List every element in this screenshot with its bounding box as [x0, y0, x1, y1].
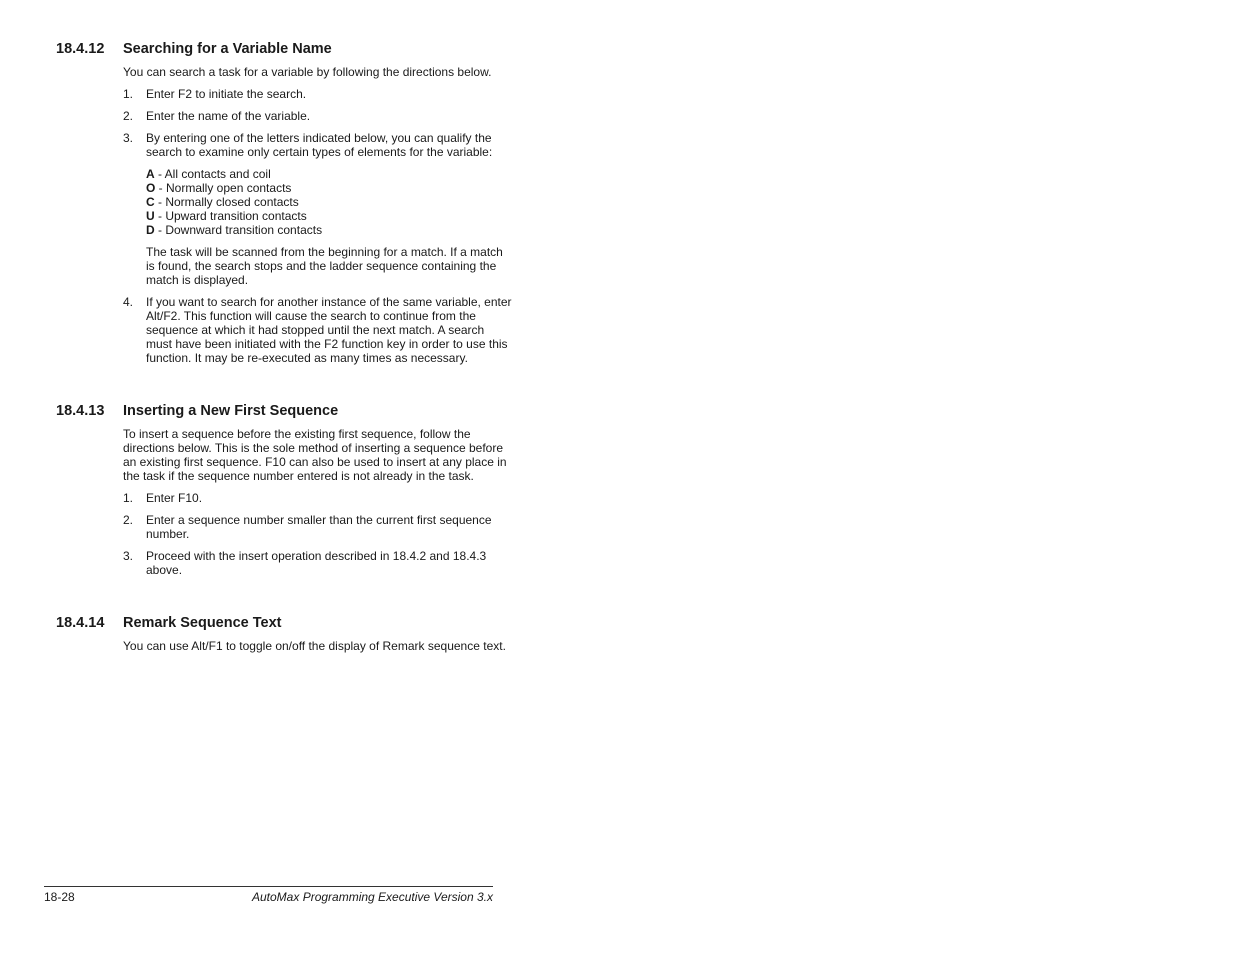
- intro-paragraph: To insert a sequence before the existing first sequence, follow the directions below. This is the sole method of inserting a sequence before an existing first sequence. F10 can also be used to insert at any place in the task if the sequence number entered is not already in the task.: [123, 427, 507, 483]
- section-number: 18.4.14: [56, 615, 105, 631]
- list-item: [123, 87, 513, 101]
- step-number: 1.: [123, 491, 134, 505]
- list-item: [123, 513, 513, 541]
- section-body: [123, 427, 513, 577]
- document-title: AutoMax Programming Executive Version 3.x: [252, 890, 493, 904]
- qualifier-desc: - Normally closed contacts: [154, 195, 299, 209]
- qualifier-code-item: [146, 223, 513, 237]
- section-heading: [56, 614, 516, 632]
- step-list: [123, 491, 513, 577]
- section-inserting-first-sequence: [56, 402, 516, 585]
- section-number: 18.4.13: [56, 403, 105, 419]
- qualifier-key: A: [146, 167, 155, 181]
- section-title: Remark Sequence Text: [123, 615, 282, 631]
- footer-divider: [44, 886, 493, 887]
- step-text: Enter the name of the variable.: [146, 109, 311, 123]
- step-text: By entering one of the letters indicated below, you can qualify the search to examine only certain types of elements for the variable:: [146, 131, 493, 159]
- step-text: Enter F2 to initiate the search.: [146, 87, 307, 101]
- qualifier-key: U: [146, 209, 155, 223]
- list-item: [123, 549, 513, 577]
- step-number: 2.: [123, 513, 134, 527]
- step-number: 1.: [123, 87, 134, 101]
- section-body: [123, 65, 513, 365]
- step-text: Proceed with the insert operation described in 18.4.2 and 18.4.3 above.: [146, 549, 487, 577]
- step-number: 4.: [123, 295, 134, 309]
- qualifier-desc: - Normally open contacts: [155, 181, 292, 195]
- section-heading: [56, 402, 516, 420]
- qualifier-code-item: [146, 167, 513, 181]
- qualifier-code-item: [146, 195, 513, 209]
- page-number: 18-28: [44, 890, 75, 904]
- qualifier-desc: - Downward transition contacts: [154, 223, 323, 237]
- qualifier-code-list: [146, 167, 513, 237]
- step-text: If you want to search for another instance of the same variable, enter Alt/F2. This function will cause the search to continue from the sequence at which it had stopped until the next match. A search must have been initiated with the F2 function key in order to use this function. It may be re-executed as many times as necessary.: [146, 295, 512, 365]
- step-list: [123, 87, 513, 365]
- qualifier-key: C: [146, 195, 155, 209]
- step-number: 3.: [123, 549, 134, 563]
- list-item: [123, 109, 513, 123]
- intro-paragraph: You can search a task for a variable by following the directions below.: [123, 65, 492, 79]
- step-number: 2.: [123, 109, 134, 123]
- qualifier-key: D: [146, 223, 155, 237]
- step-text: Enter a sequence number smaller than the current first sequence number.: [146, 513, 492, 541]
- step-number: 3.: [123, 131, 134, 145]
- list-item: [123, 295, 513, 365]
- section-body: [123, 639, 513, 653]
- section-remark-sequence-text: [56, 614, 516, 653]
- intro-paragraph: You can use Alt/F1 to toggle on/off the display of Remark sequence text.: [123, 639, 506, 653]
- section-title: Inserting a New First Sequence: [123, 403, 339, 419]
- list-item: [123, 131, 513, 287]
- section-number: 18.4.12: [56, 41, 105, 57]
- section-title: Searching for a Variable Name: [123, 41, 332, 57]
- qualifier-code-item: [146, 209, 513, 223]
- qualifier-key: O: [146, 181, 156, 195]
- section-heading: [56, 40, 516, 58]
- section-searching-variable: [56, 40, 516, 373]
- list-item: [123, 491, 513, 505]
- qualifier-code-item: [146, 181, 513, 195]
- qualifier-desc: - All contacts and coil: [154, 167, 271, 181]
- scan-note-paragraph: The task will be scanned from the beginning for a match. If a match is found, the search stops and the ladder sequence containing the match is displayed.: [146, 245, 503, 287]
- qualifier-desc: - Upward transition contacts: [154, 209, 307, 223]
- step-text: Enter F10.: [146, 491, 203, 505]
